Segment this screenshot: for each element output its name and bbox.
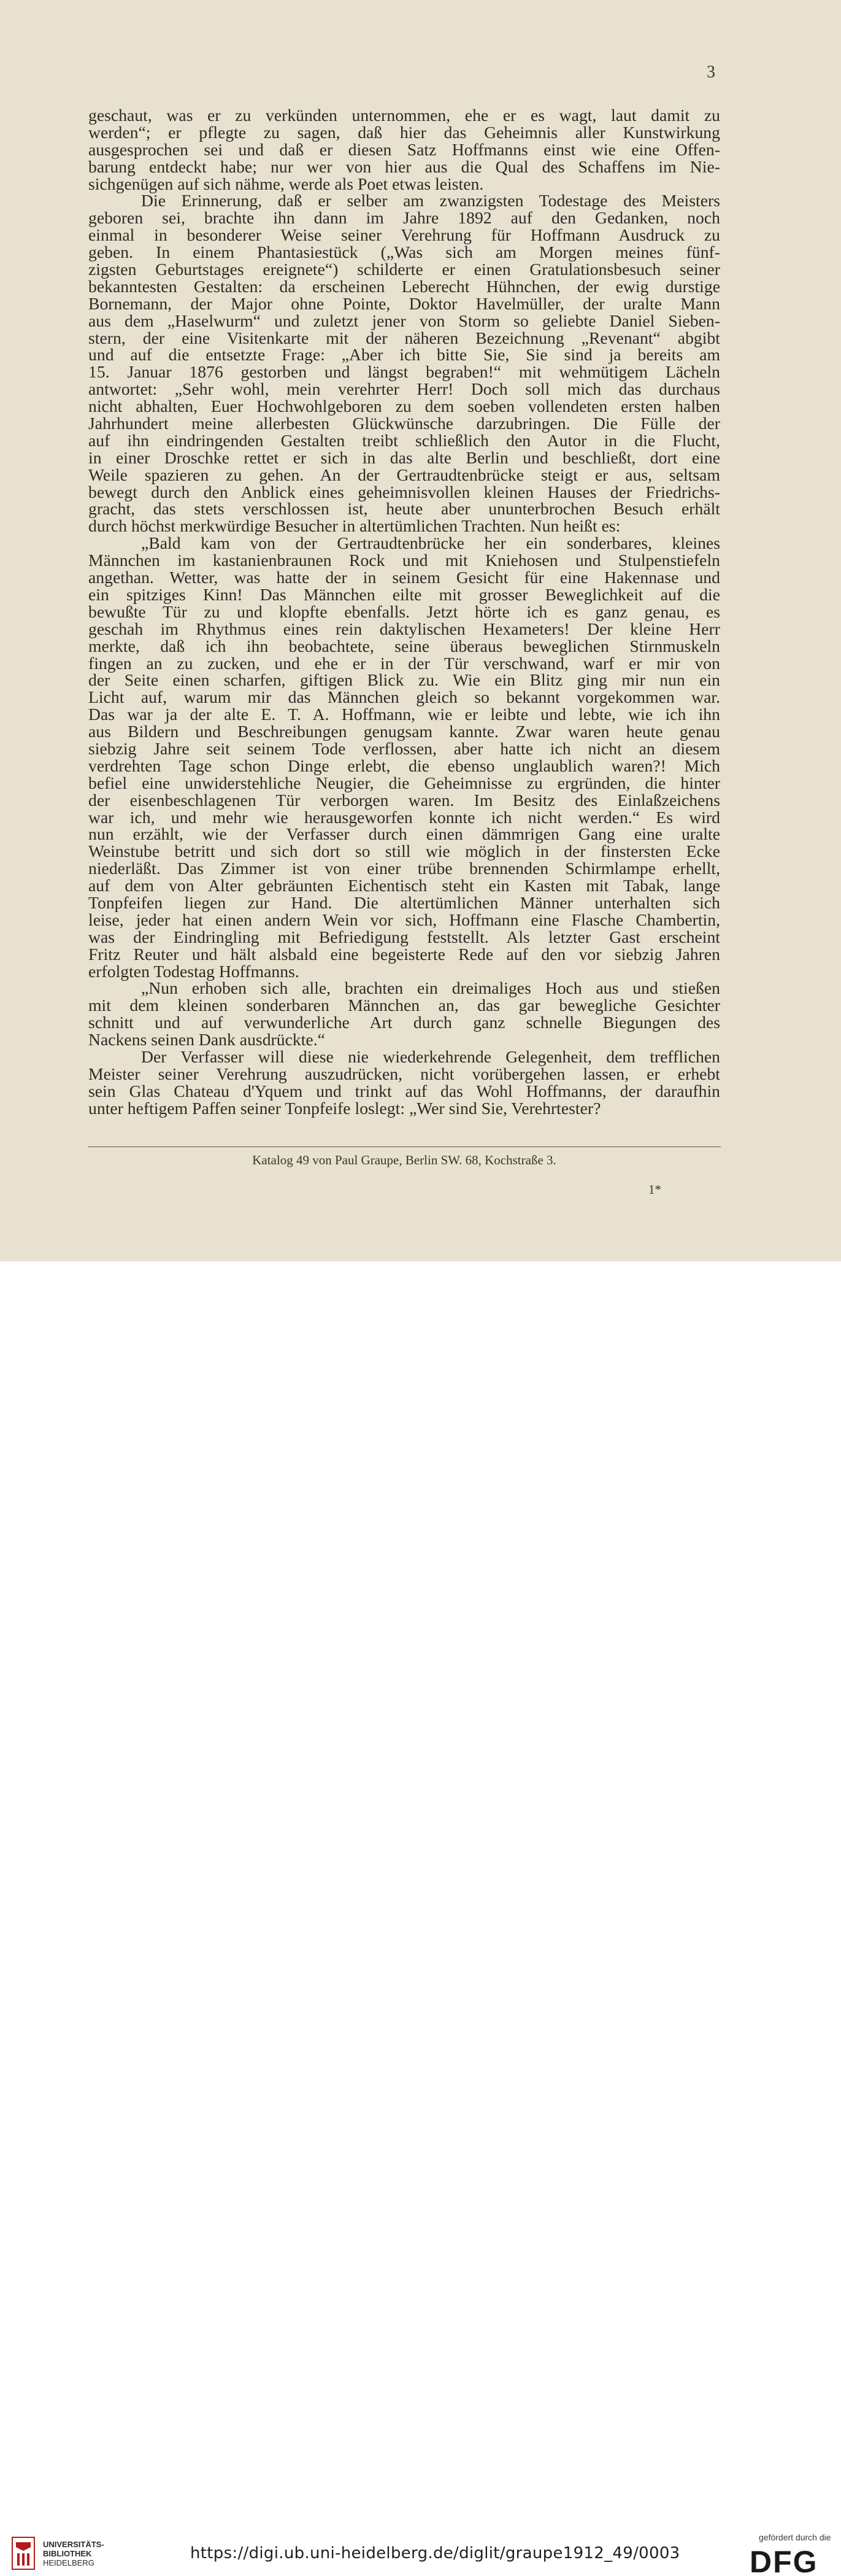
text-line: der Seite einen scharfen, giftigen Blick zu. Wie ein Blitz ging mir nun ein — [88, 670, 720, 690]
text-line: war ich, und mehr wie herausgeworfen konnte ich nicht werden.“ Es wird — [88, 807, 720, 827]
text-line: geschaut, was er zu verkünden unternommen, ehe er es wagt, laut damit zu — [88, 106, 720, 125]
text-line: Der Verfasser will diese nie wiederkehrende Gelegenheit, dem trefflichen — [141, 1046, 720, 1066]
text-line: verdrehten Tage schon Dinge erlebt, die ebenso unglaublich waren?! Mich — [88, 756, 720, 775]
text-line: niederläßt. Das Zimmer ist von einer trübe brennenden Schirmlampe erhellt, — [88, 859, 720, 878]
text-line: einmal in besonderer Weise seiner Verehrung für Hoffmann Ausdruck zu — [88, 225, 720, 245]
text-line: siebzig Jahre seit seinem Tode verflossen, aber hatte ich nicht an diesem — [88, 738, 720, 758]
text-line: Weile spazieren zu gehen. An der Gertraudtenbrücke steigt er aus, seltsam — [88, 465, 720, 484]
text-line: ein spitziges Kinn! Das Männchen eilte mit grosser Beweglichkeit auf die — [88, 584, 720, 604]
text-line: was der Eindringling mit Befriedigung feststellt. Als letzter Gast erscheint — [88, 927, 720, 946]
text-line: nicht abhalten, Euer Hochwohlgeboren zu dem soeben vollendeten ersten halben — [88, 396, 720, 416]
text-line: Tonpfeifen liegen zur Hand. Die altertümlichen Männer unterhalten sich — [88, 892, 720, 912]
text-line: sichgenügen auf sich nähme, werde als Poet etwas leisten. — [88, 174, 484, 193]
body-text — [88, 107, 720, 1117]
text-line: Bornemann, der Major ohne Pointe, Doktor Havelmüller, der uralte Mann — [88, 293, 720, 313]
university-library-logo-icon — [11, 2536, 36, 2570]
library-city: HEIDELBERG — [43, 2558, 94, 2567]
text-line: 15. Januar 1876 gestorben und längst begraben!“ mit wehmütigem Lächeln — [88, 362, 720, 382]
text-line: schnitt und auf verwunderliche Art durch ganz schnelle Biegungen des — [88, 1013, 720, 1032]
text-line: Meister seiner Verehrung auszudrücken, nicht vorübergehen lassen, er erhebt — [88, 1064, 720, 1083]
library-name-line-1: UNIVERSITÄTS- — [43, 2540, 104, 2549]
page-number: 3 — [707, 63, 715, 82]
text-line: bewegt durch den Anblick eines geheimnisvollen kleinen Hauses der Friedrichs- — [88, 482, 720, 501]
text-line: „Nun erhoben sich alle, brachten ein dreimaliges Hoch aus und stießen — [141, 978, 720, 998]
text-line: aus Bildern und Beschreibungen genugsam kannte. Zwar waren heute genau — [88, 722, 720, 741]
library-name-line-2: BIBLIOTHEK — [43, 2549, 92, 2558]
scanned-page — [0, 0, 841, 1261]
viewer-footer-bar — [0, 1261, 841, 2576]
text-line: fingen an zu zucken, und ehe er in der Tür verschwand, warf er mir von — [88, 653, 720, 673]
text-line: Jahrhundert meine allerbesten Glückwünsche darzubringen. Die Fülle der — [88, 414, 720, 433]
university-library-name — [43, 2540, 104, 2567]
text-line: durch höchst merkwürdige Besucher in altertümlichen Trachten. Nun heißt es: — [88, 516, 621, 536]
text-line: antwortet: „Sehr wohl, mein verehrter Herr! Doch soll mich das durchaus — [88, 379, 720, 399]
text-line: mit dem kleinen sonderbaren Männchen an, das gar bewegliche Gesichter — [88, 996, 720, 1015]
text-line: bekanntesten Gestalten: da erscheinen Leberecht Hühnchen, der ewig durstige — [88, 276, 720, 296]
text-line: Männchen im kastanienbraunen Rock und mit Kniehosen und Stulpenstiefeln — [88, 551, 720, 570]
document-url-link[interactable]: https://digi.ub.uni-heidelberg.de/diglit/graupe1912_49/0003 — [190, 2544, 680, 2562]
text-line: unter heftigem Paffen seiner Tonpfeife loslegt: „Wer sind Sie, Verehrtester? — [88, 1098, 601, 1118]
text-line: nun erzählt, wie der Verfasser durch einen dämmrigen Gang eine uralte — [88, 824, 720, 844]
text-line: zigsten Geburtstages ereignete“) schilderte er einen Gratulationsbesuch seiner — [88, 260, 720, 279]
text-line: geschah im Rhythmus eines rein daktylischen Hexameters! Der kleine Herr — [88, 619, 720, 638]
dfg-logo-icon — [750, 2545, 829, 2576]
text-line: barung entdeckt habe; nur wer von hier aus die Qual des Schaffens im Nie- — [88, 157, 720, 176]
text-line: auf dem von Alter gebräunten Eichentisch steht ein Kasten mit Tabak, lange — [88, 876, 720, 895]
text-line: bewußte Tür zu und klopfte ebenfalls. Jetzt hörte ich es ganz genau, es — [88, 601, 720, 621]
signature-mark: 1* — [648, 1182, 661, 1197]
text-line: und auf die entsetzte Frage: „Aber ich bitte Sie, Sie sind ja bereits am — [88, 345, 720, 365]
text-line: sein Glas Chateau d'Yquem und trinkt auf das Wohl Hoffmanns, der daraufhin — [88, 1081, 720, 1100]
text-line: befiel eine unwiderstehliche Neugier, die Geheimnisse zu ergründen, die hinter — [88, 773, 720, 792]
text-line: geboren sei, brachte ihn dann im Jahre 1892 auf den Gedanken, noch — [88, 208, 720, 228]
text-line: Die Erinnerung, daß er selber am zwanzigsten Todestage des Meisters — [141, 191, 720, 211]
text-line: merkte, daß ich ihn beobachtete, seine überaus beweglichen Stirnmuskeln — [88, 636, 720, 656]
text-line: erfolgten Todestag Hoffmanns. — [88, 961, 299, 981]
text-line: „Bald kam von der Gertraudtenbrücke her ein sonderbares, kleines — [141, 533, 720, 553]
text-line: ausgesprochen sei und daß er diesen Satz Hoffmanns einst wie eine Offen- — [88, 139, 720, 159]
text-line: werden“; er pflegte zu sagen, daß hier das Geheimnis aller Kunstwirkung — [88, 122, 720, 142]
text-line: geben. In einem Phantasiestück („Was sich am Morgen meines fünf- — [88, 242, 720, 262]
funder-label: gefördert durch die — [759, 2532, 831, 2542]
text-line: Licht auf, warum mir das Männchen gleich so bekannt vorgekommen war. — [88, 687, 720, 707]
text-line: Das war ja der alte E. T. A. Hoffmann, wie er leibte und lebte, wie ich ihn — [88, 705, 720, 724]
text-line: aus dem „Haselwurm“ und zuletzt jener von Storm so geliebte Daniel Sieben- — [88, 311, 720, 330]
text-line: in einer Droschke rettet er sich in das alte Berlin und beschließt, dort eine — [88, 447, 720, 467]
text-line: der eisenbeschlagenen Tür verborgen waren. Im Besitz des Einlaßzeichens — [88, 790, 720, 810]
svg-text:DFG: DFG — [750, 2545, 818, 2576]
catalog-footer: Katalog 49 von Paul Graupe, Berlin SW. 68, Kochstraße 3. — [252, 1153, 556, 1167]
text-line: Fritz Reuter und hält alsbald eine begeisterte Rede auf den vor siebzig Jahren — [88, 944, 720, 964]
text-line: Weinstube betritt und sich dort so still wie möglich in der finstersten Ecke — [88, 841, 720, 861]
text-line: leise, jeder hat einen andern Wein vor sich, Hoffmann eine Flasche Chambertin, — [88, 910, 720, 929]
text-line: gracht, das stets verschlossen ist, heute aber ununterbrochen Besuch erhält — [88, 499, 720, 519]
text-line: stern, der eine Visitenkarte mit der näheren Bezeichnung „Revenant“ abgibt — [88, 328, 720, 347]
text-line: auf ihn eindringenden Gestalten treibt schließlich den Autor in die Flucht, — [88, 430, 720, 450]
text-line: Nackens seinen Dank ausdrückte.“ — [88, 1030, 325, 1050]
text-line: angethan. Wetter, was hatte der in seinem Gesicht für eine Hakennase und — [88, 568, 720, 587]
